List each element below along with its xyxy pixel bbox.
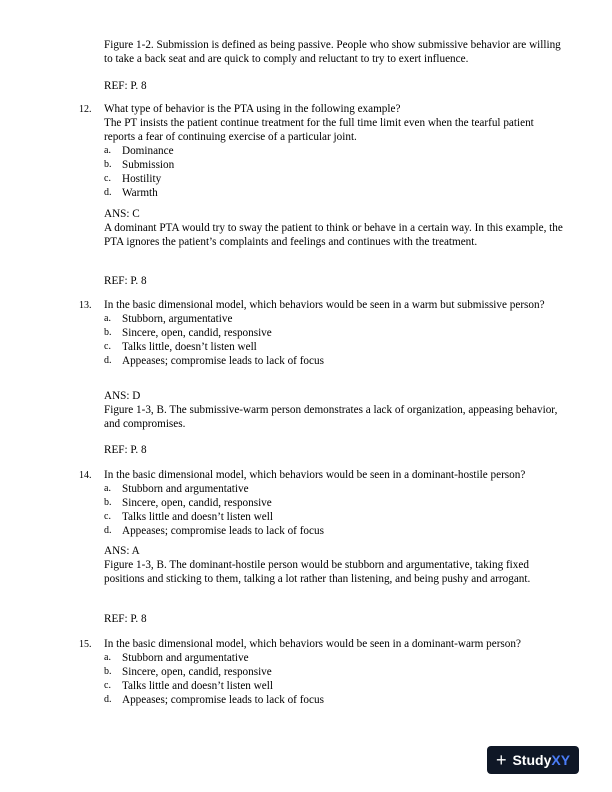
brand-name: StudyXY: [512, 752, 571, 768]
option-letter: a.: [104, 483, 111, 494]
answer-block-13: [104, 389, 564, 431]
question-scenario: The PT insists the patient continue treatment for the full time limit even when the tearful patient reports a fear of continuing exercise of a particular joint.: [104, 117, 534, 143]
question-number: 14.: [79, 470, 92, 481]
option-b: [104, 158, 564, 172]
option-letter: c.: [104, 341, 111, 352]
answer-explanation: Figure 1-3, B. The dominant-hostile person would be stubborn and argumentative, taking fixed positions and sticking to them, talking a lot rather than listening, and being pushy and arrogant.: [104, 559, 531, 585]
question-number: 15.: [79, 639, 92, 650]
option-letter: d.: [104, 694, 112, 705]
question-ref: REF: P. 8: [104, 613, 147, 625]
option-text: Submission: [122, 159, 175, 171]
option-a: [104, 482, 564, 496]
question-number: 12.: [79, 104, 92, 115]
option-letter: a.: [104, 652, 111, 663]
option-letter: a.: [104, 313, 111, 324]
question-15: [104, 637, 564, 707]
intro-ref: REF: P. 8: [104, 80, 147, 92]
option-letter: b.: [104, 159, 112, 170]
question-14: [104, 468, 564, 538]
question-stem: What type of behavior is the PTA using in the following example?: [104, 103, 401, 115]
option-text: Sincere, open, candid, responsive: [122, 497, 272, 509]
question-stem: In the basic dimensional model, which behaviors would be seen in a dominant-hostile person?: [104, 469, 526, 481]
option-text: Stubborn and argumentative: [122, 652, 249, 664]
option-text: Stubborn and argumentative: [122, 483, 249, 495]
option-text: Talks little, doesn’t listen well: [122, 341, 257, 353]
answer: ANS: C: [104, 208, 140, 220]
ref-block-14: [104, 612, 564, 626]
answer-explanation: A dominant PTA would try to sway the patient to think or behave in a certain way. In this example, the PTA ignores the patient’s complaints and feelings and continues with the treatment.: [104, 222, 563, 248]
option-text: Warmth: [122, 187, 158, 199]
plus-icon: +: [495, 750, 507, 770]
option-text: Hostility: [122, 173, 162, 185]
option-letter: c.: [104, 680, 111, 691]
option-d: [104, 524, 564, 538]
question-ref: REF: P. 8: [104, 444, 147, 456]
option-d: [104, 693, 564, 707]
ref-block-12: [104, 274, 564, 288]
question-stem: In the basic dimensional model, which behaviors would be seen in a warm but submissive person?: [104, 299, 545, 311]
question-13: [104, 298, 564, 368]
option-letter: b.: [104, 327, 112, 338]
option-text: Sincere, open, candid, responsive: [122, 327, 272, 339]
option-text: Talks little and doesn’t listen well: [122, 511, 273, 523]
answer: ANS: D: [104, 390, 141, 402]
answer-block-14: [104, 544, 564, 586]
option-text: Stubborn, argumentative: [122, 313, 233, 325]
option-a: [104, 651, 564, 665]
answer-explanation: Figure 1-3, B. The submissive-warm person demonstrates a lack of organization, appeasing behavior, and compromises.: [104, 404, 558, 430]
option-text: Appeases; compromise leads to lack of focus: [122, 694, 324, 706]
option-c: [104, 679, 564, 693]
option-b: [104, 326, 564, 340]
option-letter: d.: [104, 525, 112, 536]
option-letter: b.: [104, 666, 112, 677]
studyxy-logo-badge[interactable]: [487, 746, 579, 774]
intro-block: [104, 38, 564, 66]
option-letter: a.: [104, 145, 111, 156]
ref-block-13: [104, 443, 564, 457]
question-12: [104, 102, 564, 200]
option-a: [104, 144, 564, 158]
option-text: Dominance: [122, 145, 174, 157]
option-text: Sincere, open, candid, responsive: [122, 666, 272, 678]
option-letter: c.: [104, 511, 111, 522]
question-ref: REF: P. 8: [104, 275, 147, 287]
option-text: Appeases; compromise leads to lack of focus: [122, 525, 324, 537]
question-number: 13.: [79, 300, 92, 311]
option-c: [104, 340, 564, 354]
option-a: [104, 312, 564, 326]
option-text: Appeases; compromise leads to lack of focus: [122, 355, 324, 367]
option-b: [104, 665, 564, 679]
option-c: [104, 172, 564, 186]
intro-ref-block: [104, 79, 564, 93]
intro-explanation: Figure 1-2. Submission is defined as being passive. People who show submissive behavior are willing to take a back seat and are quick to comply and reluctant to try to exert influence.: [104, 39, 561, 65]
option-d: [104, 354, 564, 368]
answer: ANS: A: [104, 545, 140, 557]
answer-block-12: [104, 207, 564, 249]
option-c: [104, 510, 564, 524]
question-stem: In the basic dimensional model, which behaviors would be seen in a dominant-warm person?: [104, 638, 521, 650]
option-text: Talks little and doesn’t listen well: [122, 680, 273, 692]
option-letter: d.: [104, 187, 112, 198]
option-d: [104, 186, 564, 200]
option-b: [104, 496, 564, 510]
option-letter: c.: [104, 173, 111, 184]
option-letter: b.: [104, 497, 112, 508]
option-letter: d.: [104, 355, 112, 366]
